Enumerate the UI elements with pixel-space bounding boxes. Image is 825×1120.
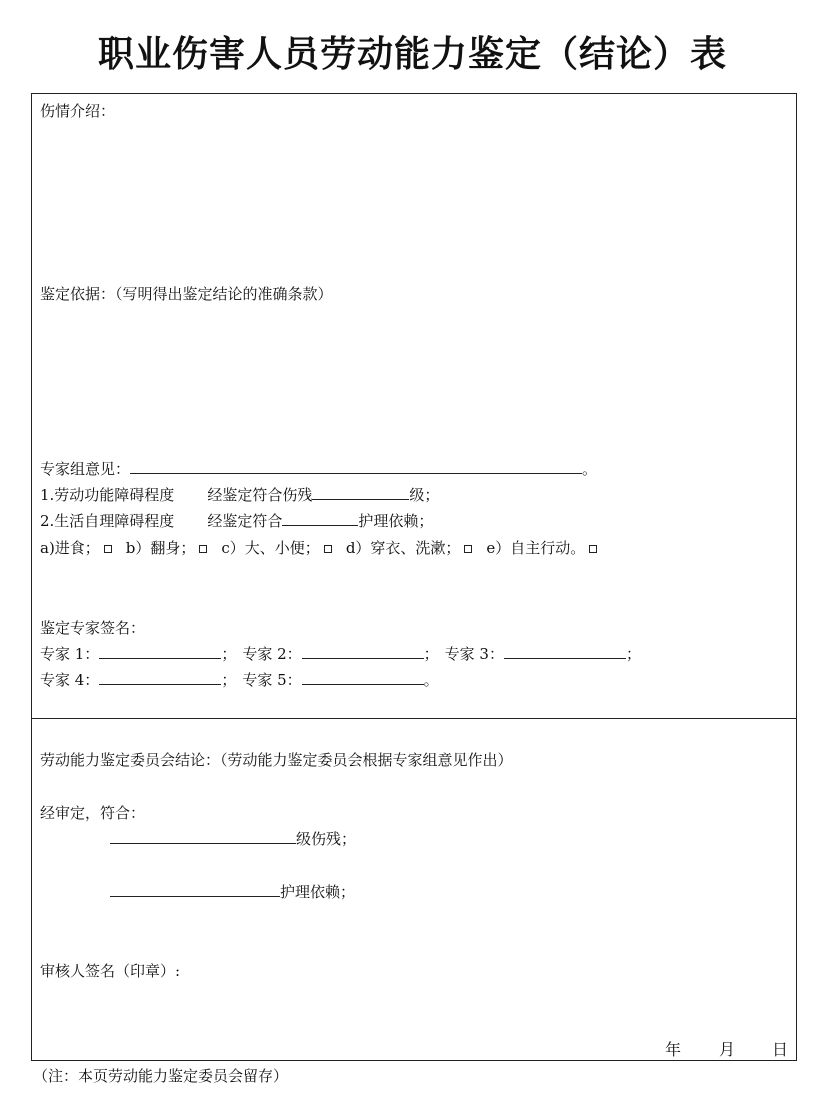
form-table	[31, 93, 797, 1061]
care-dependency-field[interactable]	[282, 511, 358, 526]
disability-grade-field[interactable]	[312, 485, 409, 500]
care-dependency-row	[110, 882, 355, 902]
checkbox-turning[interactable]	[199, 545, 207, 553]
checkbox-eating[interactable]	[104, 545, 112, 553]
checkbox-toilet[interactable]	[324, 545, 332, 553]
labor-function-suffix: 级；	[409, 486, 440, 504]
expert-opinion-field[interactable]	[130, 459, 582, 474]
self-care-options	[40, 538, 611, 558]
reviewer-sign-label: 审核人签名（印章）:	[40, 962, 181, 980]
review-label: 经审定，符合：	[40, 804, 146, 822]
expert-5-field[interactable]	[302, 670, 424, 685]
basis-label: 鉴定依据：（写明得出鉴定结论的准确条款）	[40, 285, 333, 303]
final-care-dependency-field[interactable]	[110, 882, 280, 897]
expert-row-2	[40, 670, 439, 690]
expert-5-label: 专家 5：	[242, 671, 302, 689]
option-dressing: d）穿衣、洗漱；	[346, 539, 487, 557]
expert-4-field[interactable]	[99, 670, 221, 685]
expert-1-label: 专家 1：	[40, 645, 100, 663]
expert-sign-label: 鉴定专家签名：	[40, 619, 146, 637]
expert-4-label: 专家 4：	[40, 671, 100, 689]
care-suffix: 护理依赖；	[280, 883, 356, 901]
labor-function-row	[40, 485, 439, 505]
expert-5-sep: 。	[423, 671, 439, 689]
expert-row-1	[40, 644, 641, 664]
expert-3-field[interactable]	[504, 644, 626, 659]
self-care-suffix: 护理依赖；	[358, 512, 434, 530]
expert-opinion-end: 。	[582, 460, 598, 478]
self-care-row	[40, 511, 433, 531]
self-care-label: 2.生活自理障碍程度	[40, 512, 175, 530]
disability-grade-row	[110, 829, 356, 849]
expert-2-label: 专家 2：	[242, 645, 302, 663]
expert-opinion-row	[40, 459, 597, 479]
expert-1-field[interactable]	[99, 644, 221, 659]
self-care-prefix: 经鉴定符合	[207, 512, 283, 530]
checkbox-dressing[interactable]	[464, 545, 472, 553]
expert-opinion-label: 专家组意见：	[40, 460, 131, 478]
disability-suffix: 级伤残；	[296, 830, 357, 848]
checkbox-moving[interactable]	[589, 545, 597, 553]
expert-3-label: 专家 3：	[444, 645, 504, 663]
final-disability-grade-field[interactable]	[110, 829, 296, 844]
expert-3-sep: ；	[625, 645, 641, 663]
footnote: （注：本页劳动能力鉴定委员会留存）	[33, 1067, 289, 1085]
option-moving: e）自主行动。	[486, 539, 611, 557]
form-title: 职业伤害人员劳动能力鉴定（结论）表	[97, 33, 727, 75]
labor-function-prefix: 经鉴定符合伤残	[207, 486, 313, 504]
date-day: 日	[772, 1040, 789, 1059]
injury-intro-label: 伤情介绍：	[40, 102, 116, 120]
option-eating: a)进食；	[40, 539, 126, 557]
labor-function-label: 1.劳动功能障碍程度	[40, 486, 175, 504]
date-month: 月	[719, 1040, 736, 1059]
option-toilet: c）大、小便；	[221, 539, 345, 557]
committee-label: 劳动能力鉴定委员会结论：（劳动能力鉴定委员会根据专家组意见作出）	[40, 751, 513, 769]
expert-2-field[interactable]	[302, 644, 424, 659]
expert-4-sep: ；	[221, 671, 237, 689]
date-year: 年	[665, 1040, 682, 1059]
expert-1-sep: ；	[221, 645, 237, 663]
expert-2-sep: ；	[423, 645, 439, 663]
option-turning: b）翻身；	[126, 539, 222, 557]
section-divider	[31, 718, 797, 719]
